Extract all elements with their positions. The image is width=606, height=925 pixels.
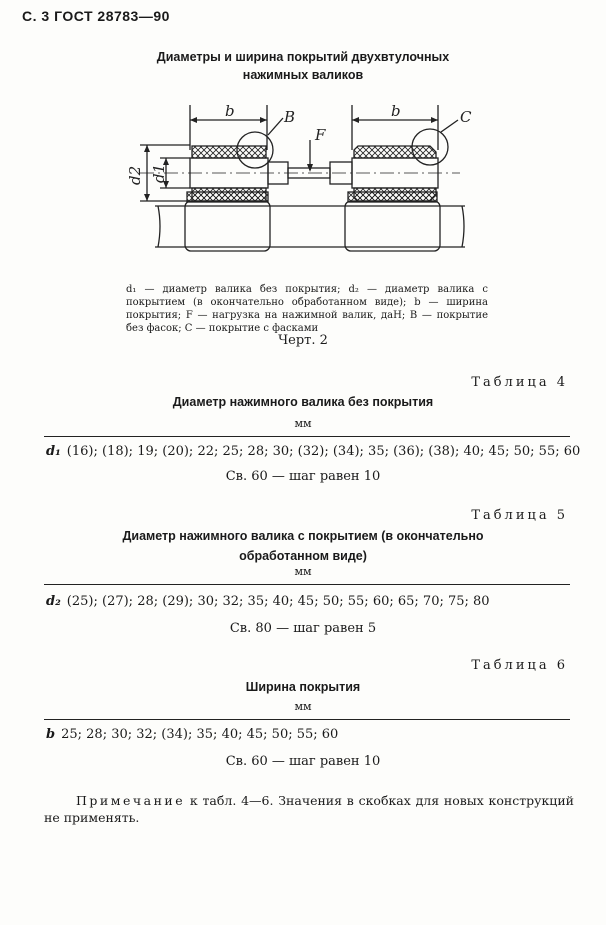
right-coating-top (354, 146, 436, 158)
figure-number: Черт. 2 (278, 333, 328, 348)
table6-rule (44, 719, 570, 720)
table6-unit: мм (294, 700, 312, 713)
table6-title: Ширина покрытия (245, 680, 361, 694)
page-header: С. 3 ГОСТ 28783—90 (22, 8, 170, 24)
table4-rule (44, 436, 570, 437)
table6-number: Таблица 6 (471, 658, 568, 673)
figure-title-line-2: нажимных валиков (242, 68, 364, 82)
table5-title (0, 526, 606, 566)
table5-title-line-1: Диаметр нажимного валика с покрытием (в окончательно (122, 529, 484, 543)
table5-rule (44, 584, 570, 585)
table5-symbol: d₂ (46, 594, 61, 609)
figure-title-line-1: Диаметры и ширина покрытий двухвтулочных (156, 50, 450, 64)
note-label: Примечание (76, 793, 186, 808)
table4-title: Диаметр нажимного валика без покрытия (172, 395, 434, 409)
roller-drawing (0, 0, 606, 280)
table5-unit: мм (294, 565, 312, 578)
table6-row (46, 727, 338, 742)
table6-step-note: Св. 60 — шаг равен 10 (225, 754, 381, 769)
table4-symbol: d₁ (46, 444, 61, 459)
leader-B (268, 118, 283, 135)
lower-left-sleeve (185, 201, 270, 251)
table4-unit: мм (294, 417, 312, 430)
lower-left-coating (187, 192, 268, 202)
table4-values: (16); (18); 19; (20); 22; 25; 28; 30; (32); (34); 35; (36); (38); 40; 45; 50; 55; 60 (66, 444, 581, 459)
label-b-left: b (225, 102, 235, 120)
table5-step-note: Св. 80 — шаг равен 5 (229, 621, 377, 636)
lower-right-sleeve (345, 201, 440, 251)
table4-row (46, 444, 580, 459)
table5-row (46, 594, 490, 609)
break-lines (158, 206, 464, 247)
table5-number: Таблица 5 (471, 508, 568, 523)
label-d1: d1 (150, 163, 168, 183)
lower-right-coating (348, 192, 437, 202)
left-coating-top (192, 146, 266, 158)
figure-caption: d₁ — диаметр валика без покрытия; d₂ — диаметр валика с покрытием (в окончательно обработанном виде); b — ширина покрытия; F — нагрузка на нажимной валик, даН; B — покрытие без фасок; C — покрытие с фасками (126, 284, 488, 334)
table4-step-note: Св. 60 — шаг равен 10 (225, 469, 381, 484)
label-F: F (315, 126, 326, 144)
table5-title-line-2: обработанном виде) (239, 549, 367, 563)
note-text: к табл. 4—6. Значения в скобках для новых конструкций не применять. (44, 793, 574, 825)
table6-values: 25; 28; 30; 32; (34); 35; 40; 45; 50; 55; 60 (61, 727, 339, 742)
table6-symbol: b (46, 727, 56, 742)
table5-values: (25); (27); 28; (29); 30; 32; 35; 40; 45; 50; 55; 60; 65; 70; 75; 80 (66, 594, 490, 609)
note-paragraph (44, 792, 574, 826)
label-b-right: b (391, 102, 401, 120)
label-B: B (284, 108, 296, 126)
label-C: C (460, 108, 472, 126)
label-d2: d2 (126, 165, 144, 185)
leader-C (441, 120, 458, 132)
table4-number: Таблица 4 (471, 375, 568, 390)
